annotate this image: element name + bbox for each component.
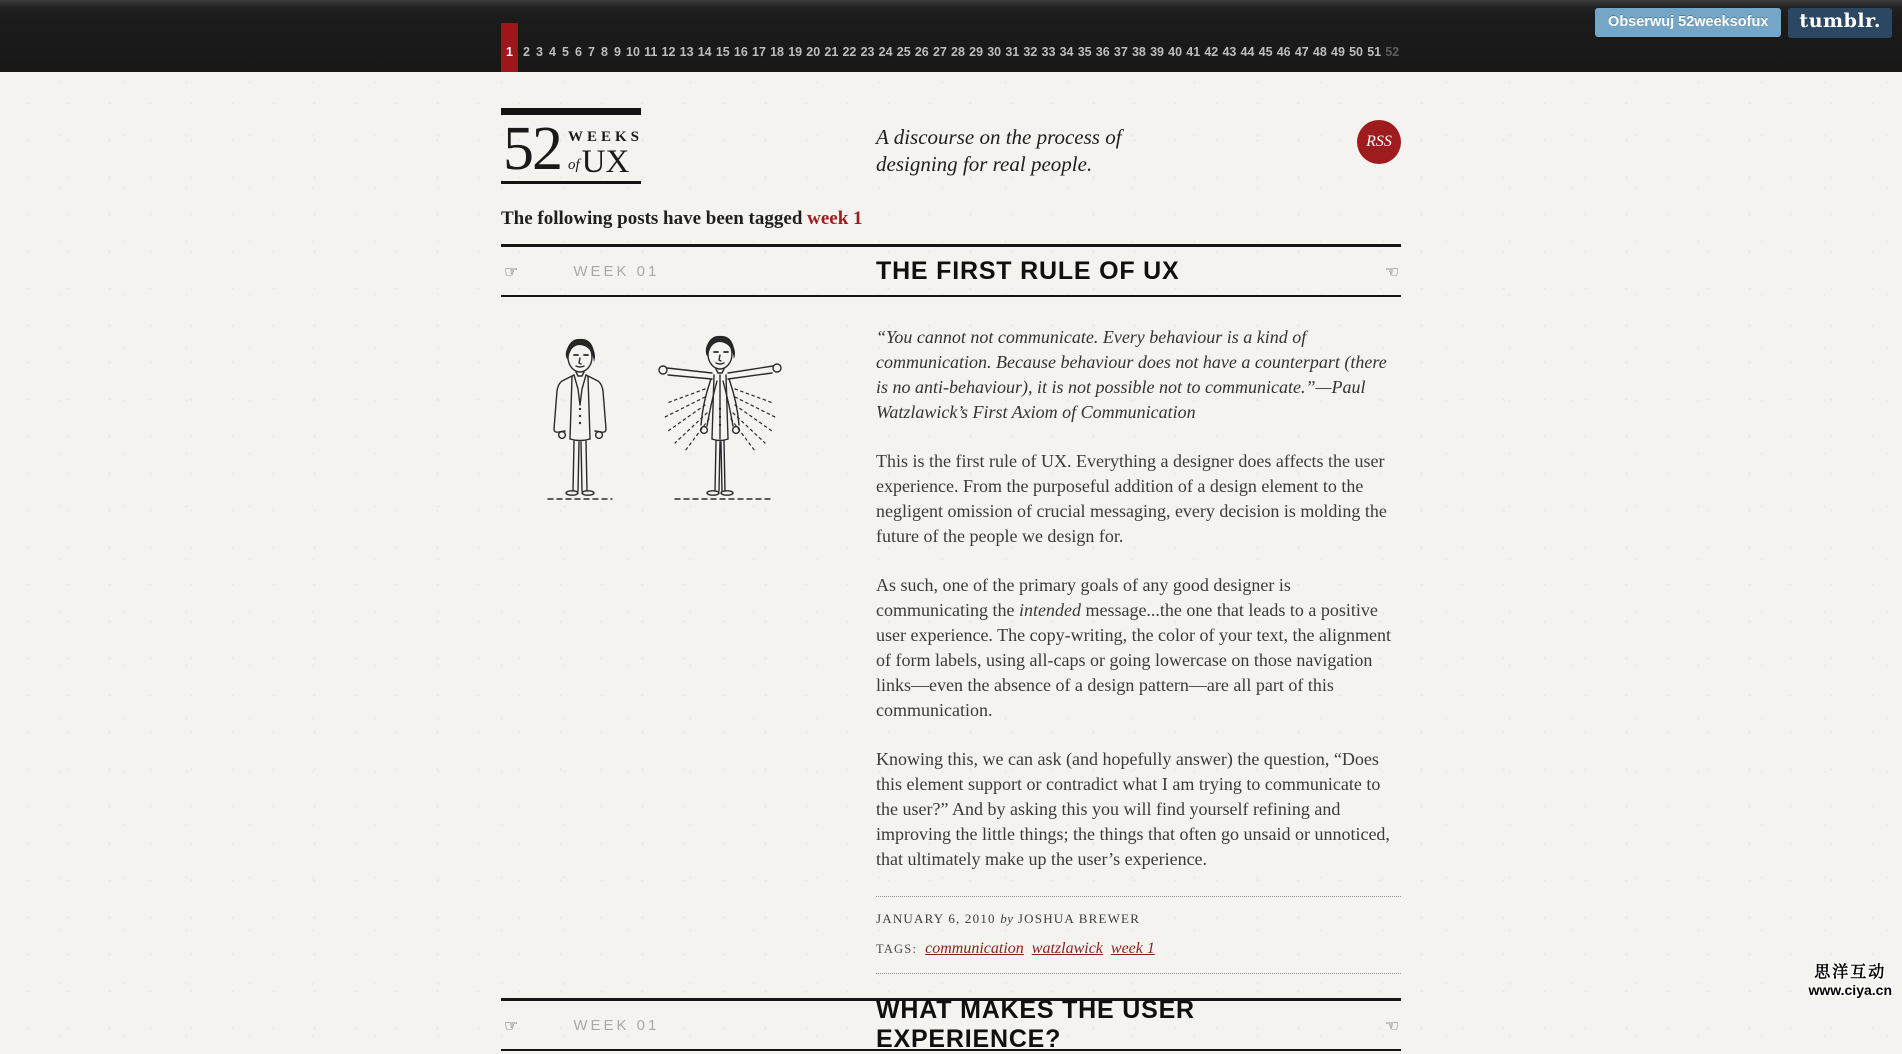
page-link-33[interactable]: 33 — [1041, 45, 1056, 59]
post-tags-line — [876, 936, 1401, 962]
pointing-hand-right-icon: ☞ — [504, 261, 519, 281]
page-link-21[interactable]: 21 — [824, 45, 839, 59]
page-link-3[interactable]: 3 — [535, 45, 543, 59]
page-link-48[interactable]: 48 — [1312, 45, 1327, 59]
page-link-7[interactable]: 7 — [587, 45, 595, 59]
page-link-50[interactable]: 50 — [1349, 45, 1364, 59]
post-header — [501, 247, 1401, 295]
post-date: JANUARY 6, 2010 — [876, 911, 996, 926]
page-link-20[interactable]: 20 — [806, 45, 821, 59]
page-link-2[interactable]: 2 — [522, 45, 530, 59]
page-link-6[interactable]: 6 — [574, 45, 582, 59]
page-link-44[interactable]: 44 — [1240, 45, 1255, 59]
site-logo[interactable] — [501, 108, 644, 184]
page-link-15[interactable]: 15 — [715, 45, 730, 59]
tag-notice — [501, 208, 1401, 230]
page-link-52[interactable]: 52 — [1385, 45, 1400, 59]
topbar-buttons — [1595, 8, 1892, 38]
page-link-29[interactable]: 29 — [969, 45, 984, 59]
post-1 — [501, 244, 1401, 974]
week-label: WEEK 01 — [573, 1016, 660, 1034]
permalink-hand-icon[interactable]: ☜ — [1384, 1015, 1399, 1035]
page-link-45[interactable]: 45 — [1258, 45, 1273, 59]
page-link-8[interactable]: 8 — [600, 45, 608, 59]
post-header — [501, 996, 1401, 1053]
page-link-34[interactable]: 34 — [1059, 45, 1074, 59]
week-label: WEEK 01 — [573, 262, 660, 280]
tag-link[interactable]: week 1 — [1110, 940, 1155, 957]
page-link-42[interactable]: 42 — [1204, 45, 1219, 59]
page-link-12[interactable]: 12 — [661, 45, 676, 59]
post-paragraph: Knowing this, we can ask (and hopefully answer) the question, “Does this element support or contradict what I am trying to communicate to the user?” And by asking this you will find yourself refining and improving the little things; the things that often go unsaid or unnoticed, that ultimately make up the user’s experience. — [876, 749, 1390, 869]
site-tagline — [876, 108, 1357, 184]
tumblr-logo-button[interactable]: tumblr. — [1788, 8, 1892, 38]
post-meta — [876, 896, 1401, 974]
page-link-4[interactable]: 4 — [548, 45, 556, 59]
post-tags — [917, 942, 1155, 956]
page-link-24[interactable]: 24 — [878, 45, 893, 59]
post-illustration — [501, 325, 876, 974]
post-paragraph: This is the first rule of UX. Everything a designer does affects the user experience. From the purposeful addition of a design element to the negligent omission of crucial messaging, every decision is molding the future of the people we design for. — [876, 451, 1387, 546]
page-link-1[interactable]: 1 — [501, 23, 518, 72]
post-2 — [501, 998, 1401, 1051]
post-title-link[interactable]: WHAT MAKES THE USER EXPERIENCE? — [876, 996, 1195, 1053]
post-paragraph — [876, 573, 1401, 723]
page-link-40[interactable]: 40 — [1168, 45, 1183, 59]
page-link-46[interactable]: 46 — [1276, 45, 1291, 59]
follow-button[interactable]: Obserwuj 52weeksofux — [1595, 8, 1781, 37]
two-figures-drawing — [515, 331, 815, 526]
page-link-39[interactable]: 39 — [1150, 45, 1164, 59]
paragraph-emphasis: intended — [1018, 600, 1081, 620]
logo-ux-text: UX — [581, 144, 630, 180]
rss-button[interactable]: RSS — [1357, 120, 1401, 164]
page-link-16[interactable]: 16 — [733, 45, 748, 59]
paragraph-text: message...the one that leads to a positive user experience. The copy-writing, the color of your text, the alignment of form labels, using all-caps or going lowercase on those navigation links—even the absence of a design pattern—are all part of this communication. — [876, 600, 1391, 720]
watermark-line1: 思洋互动 — [1814, 964, 1887, 982]
watermark-line2: www.ciya.cn — [1808, 982, 1892, 999]
byline-by: by — [1000, 911, 1014, 926]
page-link-49[interactable]: 49 — [1331, 45, 1345, 59]
page-link-47[interactable]: 47 — [1294, 45, 1309, 59]
page-link-11[interactable]: 11 — [644, 45, 658, 59]
page-link-17[interactable]: 17 — [752, 45, 766, 59]
post-author: JOSHUA BREWER — [1017, 911, 1141, 926]
post-byline — [876, 906, 1401, 931]
watermark — [1808, 963, 1892, 999]
page-link-31[interactable]: 31 — [1005, 45, 1020, 59]
page-link-18[interactable]: 18 — [770, 45, 785, 59]
permalink-hand-icon[interactable]: ☜ — [1384, 261, 1399, 281]
page-link-32[interactable]: 32 — [1023, 45, 1038, 59]
tags-label: TAGS: — [876, 942, 918, 956]
page-link-36[interactable]: 36 — [1095, 45, 1110, 59]
logo-weeks-text: WEEKS — [568, 129, 644, 145]
topbar — [0, 0, 1902, 72]
page-link-28[interactable]: 28 — [951, 45, 965, 59]
page-link-10[interactable]: 10 — [626, 45, 640, 59]
post-quote: “You cannot not communicate. Every behaviour is a kind of communication. Because behaviour does not have a counterpart (there is no anti-behaviour), it is not possible not to communicate.”—Paul Watzlawick’s First Axiom of Communication — [876, 327, 1387, 422]
page-link-13[interactable]: 13 — [679, 45, 694, 59]
page-link-25[interactable]: 25 — [896, 45, 911, 59]
logo-of-text: of — [568, 157, 580, 173]
post-text — [876, 325, 1401, 974]
page-link-26[interactable]: 26 — [914, 45, 929, 59]
logo-wrap — [501, 108, 876, 184]
page-column — [501, 108, 1401, 1051]
pointing-hand-right-icon: ☞ — [504, 1015, 519, 1035]
pagination — [501, 23, 1401, 72]
paragraph-text: As such, one of the primary goals of any good designer is communicating the — [876, 575, 1291, 620]
page-link-22[interactable]: 22 — [842, 45, 857, 59]
tagline-line2: designing for real people. — [876, 152, 1093, 176]
tag-link[interactable]: watzlawick — [1031, 940, 1103, 957]
page-link-51[interactable]: 51 — [1367, 45, 1382, 59]
post-title-link[interactable]: THE FIRST RULE OF UX — [876, 256, 1180, 285]
page-link-30[interactable]: 30 — [987, 45, 1002, 59]
page-link-43[interactable]: 43 — [1222, 45, 1237, 59]
page-link-14[interactable]: 14 — [697, 45, 712, 59]
tag-link[interactable]: communication — [925, 940, 1024, 957]
page-link-37[interactable]: 37 — [1113, 45, 1128, 59]
page-link-5[interactable]: 5 — [561, 45, 569, 59]
tagline-line1: A discourse on the process of — [876, 125, 1122, 149]
tag-notice-tag[interactable]: week 1 — [807, 208, 863, 229]
logo-right — [568, 119, 644, 180]
logo-number: 52 — [503, 115, 561, 183]
page-link-38[interactable]: 38 — [1131, 45, 1146, 59]
page-link-27[interactable]: 27 — [932, 45, 947, 59]
page-link-19[interactable]: 19 — [788, 45, 803, 59]
tag-notice-prefix: The following posts have been tagged — [501, 208, 803, 229]
page-link-9[interactable]: 9 — [613, 45, 621, 59]
page-link-41[interactable]: 41 — [1186, 45, 1201, 59]
page-link-23[interactable]: 23 — [860, 45, 875, 59]
page-link-35[interactable]: 35 — [1077, 45, 1092, 59]
site-header — [501, 108, 1401, 184]
